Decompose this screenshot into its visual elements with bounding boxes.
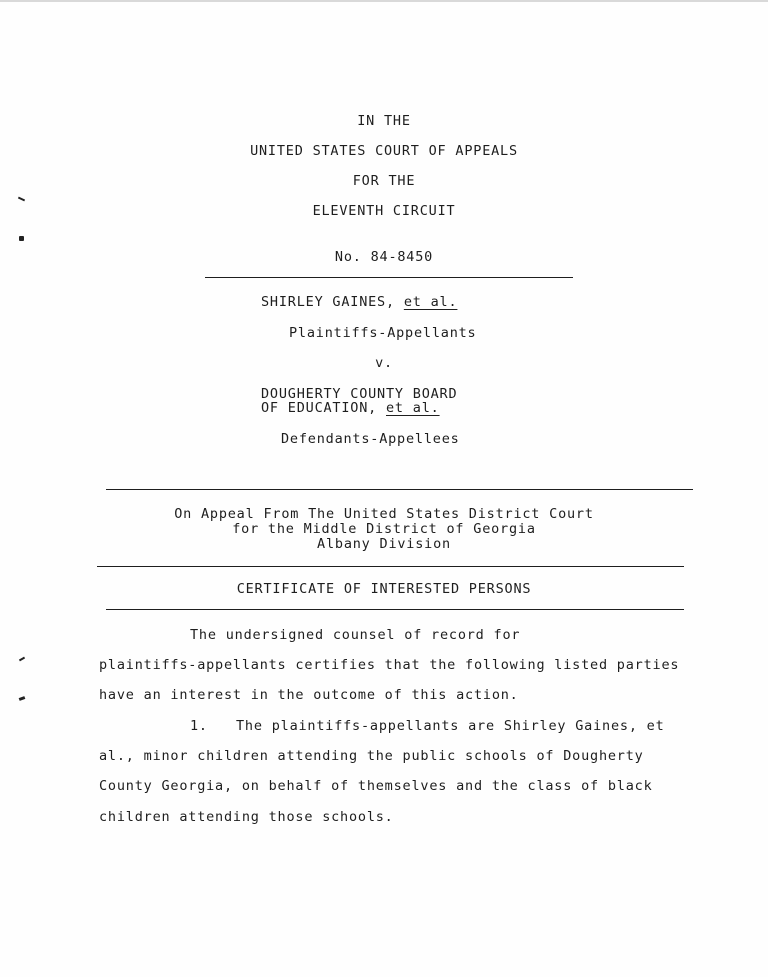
scan-mark xyxy=(19,236,24,241)
certificate-rule xyxy=(106,609,684,610)
paragraph-2-line-4: children attending those schools. xyxy=(99,809,394,825)
defendant-name-text: OF EDUCATION, xyxy=(261,400,386,416)
caption-court-name: UNITED STATES COURT OF APPEALS xyxy=(250,143,518,159)
scan-mark xyxy=(19,696,26,701)
defendant-et-al: et al. xyxy=(386,400,440,416)
appeal-line2: for the Middle District of Georgia xyxy=(232,521,536,537)
plaintiff-name xyxy=(261,294,457,310)
paragraph-2-number: 1. xyxy=(190,718,208,734)
versus: v. xyxy=(375,355,393,371)
paragraph-1-line-2: plaintiffs-appellants certifies that the following listed parties xyxy=(99,657,680,673)
paragraph-2-line-1: The plaintiffs-appellants are Shirley Gaines, et xyxy=(236,718,665,734)
paragraph-2-line-3: County Georgia, on behalf of themselves and the class of black xyxy=(99,778,653,794)
appeal-line1: On Appeal From The United States District Court xyxy=(174,506,594,522)
case-number: No. 84-8450 xyxy=(334,249,434,265)
paragraph-1-line-1: The undersigned counsel of record for xyxy=(190,627,521,643)
defendant-name-line2 xyxy=(261,400,440,416)
scan-mark xyxy=(19,657,25,662)
caption-line-for-the: FOR THE xyxy=(352,173,416,189)
certificate-title: CERTIFICATE OF INTERESTED PERSONS xyxy=(236,581,532,597)
plaintiff-et-al: et al. xyxy=(403,294,458,310)
paragraph-2-line-2: al., minor children attending the public schools of Dougherty xyxy=(99,748,644,764)
appeal-line3: Albany Division xyxy=(317,536,451,552)
plaintiff-name-text: SHIRLEY GAINES, xyxy=(261,294,404,310)
defendant-name-line1: DOUGHERTY COUNTY BOARD xyxy=(261,386,458,402)
caption-rule xyxy=(205,277,573,278)
caption-circuit: ELEVENTH CIRCUIT xyxy=(312,203,456,219)
scan-mark xyxy=(18,197,25,202)
plaintiff-role: Plaintiffs-Appellants xyxy=(289,325,477,341)
paragraph-1-line-3: have an interest in the outcome of this action. xyxy=(99,687,519,703)
parties-rule xyxy=(106,489,693,490)
defendant-role: Defendants-Appellees xyxy=(281,431,460,447)
scan-edge xyxy=(0,0,768,2)
caption-line-in-the: IN THE xyxy=(357,113,411,129)
appeal-rule xyxy=(97,566,684,567)
